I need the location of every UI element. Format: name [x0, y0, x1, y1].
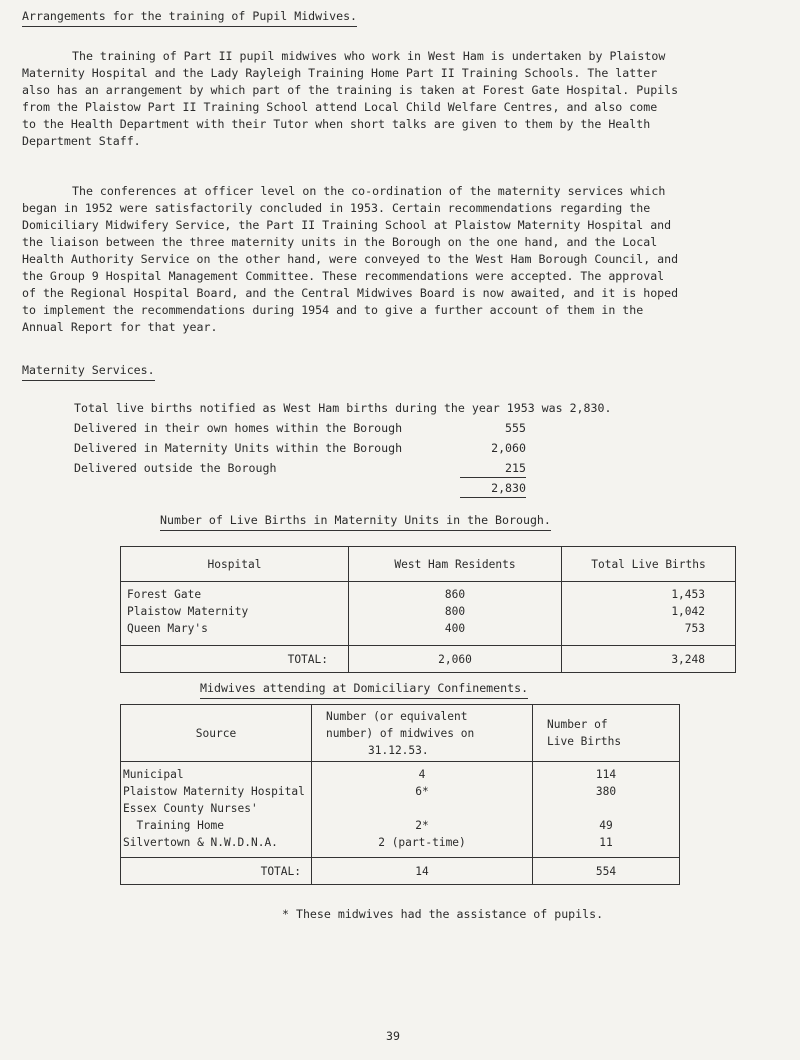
births-row-value: 215 — [460, 460, 526, 478]
births-cell: 1,453 — [562, 582, 736, 604]
midwives-header — [312, 705, 533, 762]
total-births: 3,248 — [562, 646, 736, 673]
header-line: Live Births — [547, 735, 622, 748]
total-row — [121, 646, 736, 673]
births-row-value: 555 — [505, 421, 526, 435]
births-row-label: Delivered in their own homes within the Borough — [74, 421, 403, 435]
midwives-cell: 2* — [312, 817, 533, 834]
header-line: 31.12.53. — [368, 743, 429, 757]
live-births-table — [120, 546, 736, 673]
header-line: Number of — [547, 718, 608, 731]
births-row-value: 2,060 — [491, 441, 526, 455]
table-row — [121, 800, 680, 817]
column-header: Hospital — [121, 547, 349, 582]
births-cell: 1,042 — [562, 603, 736, 620]
para-line: began in 1952 were satisfactorily concluded in 1953. Certain recommendations regarding the — [22, 201, 651, 215]
table-row — [121, 603, 736, 620]
para-line: to the Health Department with their Tutor when short talks are given to them by the Health — [22, 117, 651, 131]
hospital-cell: Plaistow Maternity — [121, 603, 349, 620]
residents-cell: 860 — [349, 582, 562, 604]
para-line: of the Regional Hospital Board, and the Central Midwives Board is now awaited, and it is hoped — [22, 286, 679, 300]
births-cell: 753 — [562, 620, 736, 646]
table-row — [121, 783, 680, 800]
header-line: number) of midwives on — [326, 726, 475, 740]
source-cell: Essex County Nurses' — [121, 800, 312, 817]
midwives-cell: 4 — [312, 762, 533, 784]
births-cell: 114 — [533, 762, 680, 784]
column-header: West Ham Residents — [349, 547, 562, 582]
table-row — [121, 762, 680, 784]
table-row — [121, 620, 736, 646]
para-line: The training of Part II pupil midwives who work in West Ham is undertaken by Plaistow — [72, 49, 666, 63]
para-line: the Group 9 Hospital Management Committee. These recommendations were accepted. The approval — [22, 269, 665, 283]
hospital-cell: Queen Mary's — [121, 620, 349, 646]
domiciliary-heading: Midwives attending at Domiciliary Confinements. — [200, 680, 528, 699]
total-residents: 2,060 — [349, 646, 562, 673]
page-number: 39 — [386, 1029, 400, 1043]
training-paragraph — [22, 48, 792, 150]
conferences-paragraph — [22, 183, 792, 336]
table-row — [121, 817, 680, 834]
source-cell: Training Home — [121, 817, 312, 834]
total-label: TOTAL: — [121, 858, 312, 885]
source-cell: Silvertown & N.W.D.N.A. — [121, 834, 312, 858]
births-intro: Total live births notified as West Ham births during the year 1953 was 2,830. — [74, 401, 612, 415]
para-line: Department Staff. — [22, 134, 141, 148]
header-line: Number (or equivalent — [326, 709, 468, 723]
source-cell: Plaistow Maternity Hospital — [121, 783, 312, 800]
residents-cell: 800 — [349, 603, 562, 620]
midwives-cell: 2 (part-time) — [312, 834, 533, 858]
total-midwives: 14 — [312, 858, 533, 885]
births-row-label: Delivered outside the Borough — [74, 461, 277, 475]
para-line: The conferences at officer level on the co-ordination of the maternity services which — [72, 184, 666, 198]
maternity-services-heading: Maternity Services. — [22, 362, 155, 381]
births-total: 2,830 — [460, 480, 526, 498]
table-row — [121, 834, 680, 858]
para-line: Health Authority Service on the other hand, were conveyed to the West Ham Borough Council, and — [22, 252, 679, 266]
births-cell: 49 — [533, 817, 680, 834]
footnote: * These midwives had the assistance of pupils. — [282, 907, 604, 921]
column-header: Source — [121, 705, 312, 762]
para-line: Maternity Hospital and the Lady Rayleigh Training Home Part II Training Schools. The latter — [22, 66, 658, 80]
residents-cell: 400 — [349, 620, 562, 646]
live-births-header — [533, 705, 680, 762]
total-row — [121, 858, 680, 885]
source-cell: Municipal — [121, 762, 312, 784]
maternity-units-heading: Number of Live Births in Maternity Units in the Borough. — [160, 512, 551, 531]
column-header: Total Live Births — [562, 547, 736, 582]
hospital-cell: Forest Gate — [121, 582, 349, 604]
para-line: Annual Report for that year. — [22, 320, 218, 334]
births-cell: 380 — [533, 783, 680, 800]
para-line: also has an arrangement by which part of the training is taken at Forest Gate Hospital. Pupils — [22, 83, 679, 97]
total-label: TOTAL: — [121, 646, 349, 673]
para-line: Domiciliary Midwifery Service, the Part II Training School at Plaistow Maternity Hospital and — [22, 218, 672, 232]
table-row — [121, 582, 736, 604]
midwives-cell — [312, 800, 533, 817]
training-heading: Arrangements for the training of Pupil Midwives. — [22, 8, 357, 27]
births-row-label: Delivered in Maternity Units within the Borough — [74, 441, 403, 455]
para-line: to implement the recommendations during 1954 and to give a further account of them in the — [22, 303, 644, 317]
births-cell — [533, 800, 680, 817]
total-births: 554 — [533, 858, 680, 885]
midwives-cell: 6* — [312, 783, 533, 800]
para-line: the liaison between the three maternity units in the Borough on the one hand, and the Local — [22, 235, 658, 249]
para-line: from the Plaistow Part II Training School attend Local Child Welfare Centres, and also come — [22, 100, 658, 114]
midwives-table — [120, 704, 680, 885]
births-cell: 11 — [533, 834, 680, 858]
